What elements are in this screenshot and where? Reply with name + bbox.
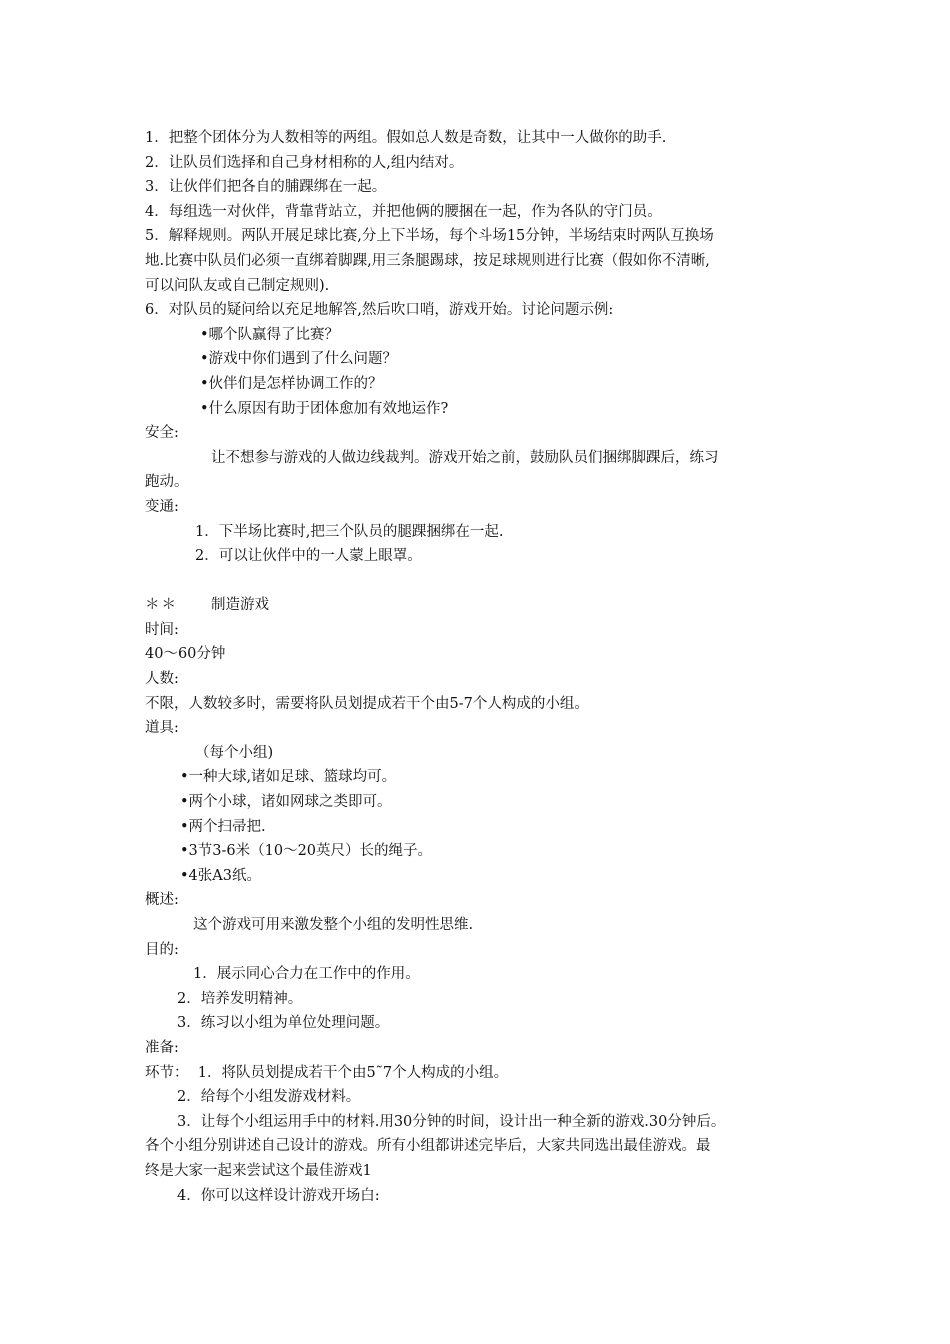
step-5-line-1: 5．解释规则。两队开展足球比赛,分上下半场，每个斗场15分钟，半场结束时两队互换场 <box>145 228 714 245</box>
section-heading-people: 人数: <box>145 671 179 688</box>
question-bullet: •游戏中你们遇到了什么问题？ <box>200 351 398 368</box>
prop-bullet: •3节3-6米（10～20英尺）长的绳子。 <box>180 843 433 860</box>
step-3: 3．让伙伴们把各自的脯踝绑在一起。 <box>145 179 387 196</box>
section-heading-prep: 准备: <box>145 1039 179 1056</box>
procedure-step-3-line-2: 各个小组分别讲述自己设计的游戏。所有小组都讲述完毕后，大家共同选出最佳游戏。最 <box>145 1138 711 1155</box>
game-title <box>145 593 815 618</box>
people-value: 不限，人数较多时，需要将队员划提成若干个由5-7个人构成的小组。 <box>145 695 589 712</box>
goal-item: 2．培养发明精神。 <box>177 990 303 1007</box>
step-1: 1．把整个团体分为人数相等的两组。假如总人数是奇数，让其中一人做你的助手. <box>145 130 667 146</box>
step-4: 4．每组选一对伙伴，背靠背站立，并把他俩的腰捆在一起，作为各队的守门员。 <box>145 203 662 220</box>
time-value: 40～60分钟 <box>145 646 226 663</box>
stars-mark: ＊＊ <box>145 597 178 614</box>
steps-heading-with-step-1: 环节： 1．将队员划提成若干个由5˜7个人构成的小组。 <box>145 1064 509 1081</box>
step-5-line-2: 地.比赛中队员们必须一直绑着脚踝,用三条腿踢球，按足球规则进行比赛（假如你不清晰, <box>145 252 710 269</box>
blank-line <box>145 569 815 594</box>
step-2: 2．让队员们选择和自己身材相称的人,组内结对。 <box>145 154 464 171</box>
question-bullet: •哪个队赢得了比赛？ <box>200 326 340 343</box>
game-title-text: 制造游戏 <box>211 597 269 614</box>
props-note: （每个小组) <box>195 744 274 761</box>
procedure-step-2: 2．给每个小组发游戏材料。 <box>177 1089 361 1106</box>
section-heading-variation: 变通: <box>145 498 179 515</box>
prop-bullet: •一种大球,诸如足球、篮球均可。 <box>180 769 397 786</box>
procedure-step-3-line-1: 3．让每个小组运用手中的材料.用30分钟的时间，设计出一种全新的游戏.30分钟后。 <box>177 1113 726 1130</box>
goal-item: 3．练习以小组为单位处理问题。 <box>177 1015 390 1032</box>
question-bullet: •什么原因有助于团体愈加有效地运作? <box>200 400 449 417</box>
prop-bullet: •4张A3纸。 <box>180 867 261 884</box>
document-body <box>145 126 815 1208</box>
prop-bullet: •两个小球，诸如网球之类即可。 <box>180 794 392 811</box>
procedure-step-4: 4．你可以这样设计游戏开场白: <box>177 1187 380 1204</box>
section-heading-overview: 概述: <box>145 892 179 909</box>
overview-text: 这个游戏可用来激发整个小组的发明性思维. <box>193 917 474 933</box>
step-5-line-3: 可以问队友或自己制定规则). <box>145 277 330 294</box>
safety-text-line-1: 让不想参与游戏的人做边线裁判。游戏开始之前，鼓励队员们捆绑脚踝后，练习 <box>211 449 719 466</box>
section-heading-props: 道具: <box>145 720 179 737</box>
safety-text-line-2: 跑动。 <box>145 474 189 491</box>
section-heading-time: 时间: <box>145 621 179 638</box>
question-bullet: •伙伴们是怎样协调工作的？ <box>200 375 383 392</box>
prop-bullet: •两个扫帚把. <box>180 818 266 835</box>
variation-item: 1．下半场比赛时,把三个队员的腿踝捆绑在一起. <box>195 523 504 540</box>
section-heading-goal: 目的: <box>145 941 179 958</box>
procedure-step-3-line-3: 终是大家一起来尝试这个最佳游戏1 <box>145 1162 372 1179</box>
step-6: 6．对队员的疑问给以充足地解答,然后吹口哨，游戏开始。讨论问题示例: <box>145 302 614 319</box>
goal-item: 1．展示同心合力在工作中的作用。 <box>193 966 420 983</box>
variation-item: 2．可以让伙伴中的一人蒙上眼罩。 <box>195 548 422 565</box>
section-heading-safety: 安全: <box>145 425 179 442</box>
